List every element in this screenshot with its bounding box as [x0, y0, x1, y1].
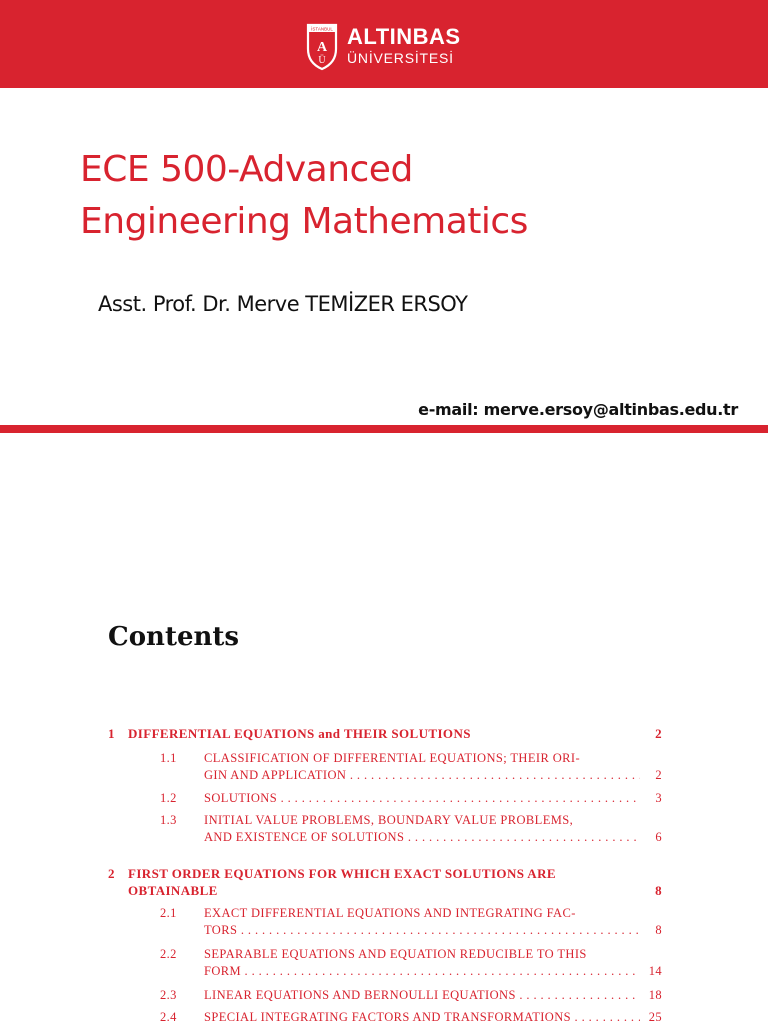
toc-number: 2.1 — [160, 906, 177, 920]
contents-heading: Contents — [108, 622, 240, 652]
toc-title: SOLUTIONS . . . — [204, 791, 640, 806]
toc-title-continued: AND EXISTENCE OF SOLUTIONS . . . — [204, 830, 640, 845]
svg-text:Ü: Ü — [318, 55, 326, 66]
brand-name: ALTINBAS — [347, 23, 461, 49]
toc-page: 2 — [655, 726, 662, 741]
toc-title: LINEAR EQUATIONS AND BERNOULLI EQUATIONS . . . — [204, 988, 640, 1003]
toc-page: 25 — [648, 1010, 662, 1024]
university-logo — [305, 18, 461, 72]
footer-rule — [0, 425, 768, 433]
course-title — [80, 144, 720, 248]
toc-title: SPECIAL INTEGRATING FACTORS AND TRANSFORMATIONS . . . — [204, 1010, 640, 1025]
svg-text:A: A — [316, 40, 328, 55]
toc-page: 18 — [648, 988, 662, 1002]
svg-text:İSTANBUL: İSTANBUL — [311, 26, 333, 32]
course-title-line2: Engineering Mathematics — [80, 201, 528, 242]
toc-page: 3 — [655, 791, 662, 805]
toc-title-continued: FORM . . . — [204, 964, 640, 979]
toc-page: 6 — [655, 830, 662, 844]
toc-title: EXACT DIFFERENTIAL EQUATIONS AND INTEGRATING FAC- — [204, 906, 576, 920]
toc-number: 2 — [108, 866, 115, 881]
toc-title-continued: TORS . . . — [204, 923, 640, 938]
toc-page: 14 — [648, 964, 662, 978]
toc-page: 2 — [655, 768, 662, 782]
author-name: Asst. Prof. Dr. Merve TEMİZER ERSOY — [98, 292, 468, 316]
toc-number: 1.2 — [160, 791, 177, 805]
toc-title: CLASSIFICATION OF DIFFERENTIAL EQUATIONS; THEIR ORI- — [204, 751, 581, 765]
toc-number: 1.1 — [160, 751, 177, 765]
toc-page: 8 — [655, 883, 662, 898]
toc-number: 1.3 — [160, 813, 177, 827]
toc-number: 2.3 — [160, 988, 177, 1002]
toc-title-continued: OBTAINABLE — [128, 883, 218, 898]
header-bar — [0, 0, 768, 88]
title-slide — [0, 0, 768, 440]
email-text: e-mail: merve.ersoy@altinbas.edu.tr — [418, 400, 738, 419]
shield-logo-icon — [305, 19, 339, 71]
toc-title: DIFFERENTIAL EQUATIONS and THEIR SOLUTIONS — [128, 726, 471, 741]
toc-title-continued: GIN AND APPLICATION . . . — [204, 768, 640, 783]
toc-title: INITIAL VALUE PROBLEMS, BOUNDARY VALUE PROBLEMS, — [204, 813, 574, 827]
toc-title: FIRST ORDER EQUATIONS FOR WHICH EXACT SOLUTIONS ARE — [128, 866, 556, 881]
toc-title: SEPARABLE EQUATIONS AND EQUATION REDUCIBLE TO THIS — [204, 947, 587, 961]
toc-number: 2.2 — [160, 947, 177, 961]
toc-number: 2.4 — [160, 1010, 177, 1024]
toc-page: 8 — [655, 923, 662, 937]
toc-number: 1 — [108, 726, 115, 741]
brand-subtitle: ÜNİVERSİTESİ — [347, 49, 454, 66]
course-title-line1: ECE 500-Advanced — [80, 149, 413, 190]
